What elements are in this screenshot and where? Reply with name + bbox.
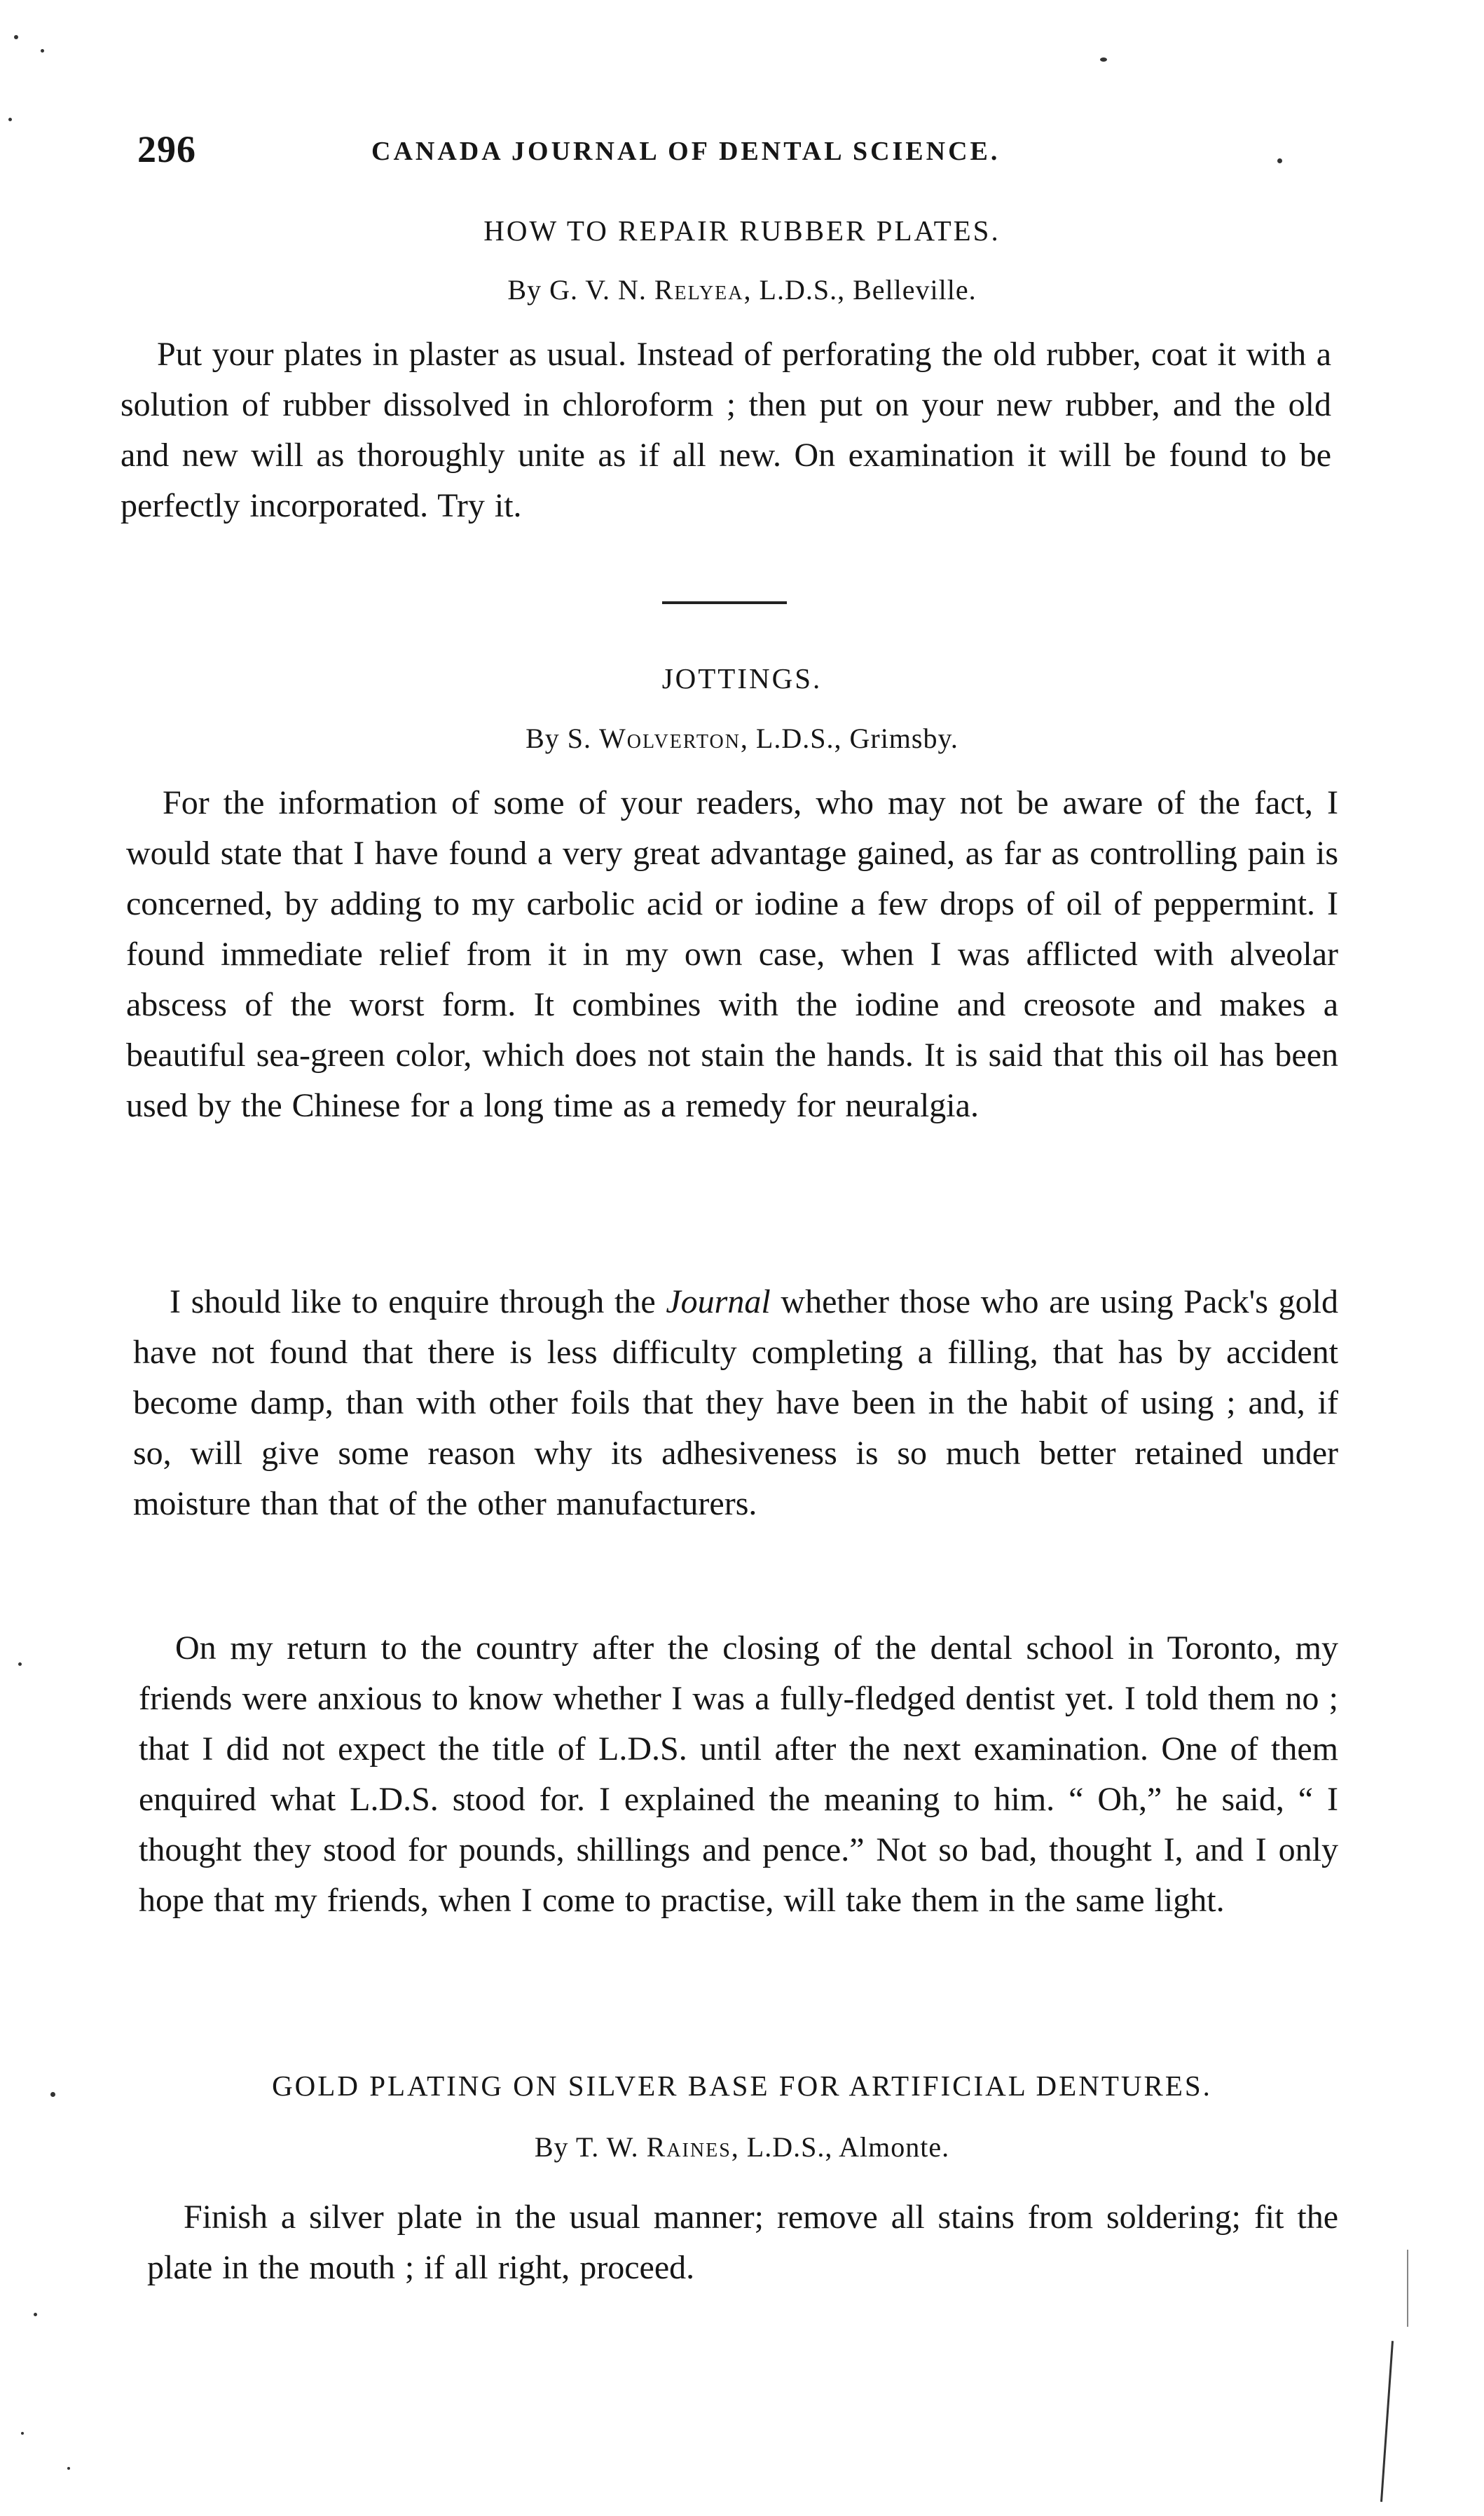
journal-title: CANADA JOURNAL OF DENTAL SCIENCE.	[371, 137, 1001, 166]
margin-mark	[1380, 2341, 1394, 2502]
author-name: Raines	[646, 2131, 731, 2163]
article-paragraph: Finish a silver plate in the usual manner; remove all stains from soldering; fit the plate in the mouth ; if all right, proceed.	[147, 2199, 1338, 2286]
article-paragraph: On my return to the country after the closing of the dental school in Toronto, my friends were anxious to know whether I was a fully-fledged dentist yet. I told them no ; that I did not expect the title of L.D.S. until after the next examination. One of them enquired what L.D.S. stood for. I explained the meaning to him. “ Oh,” he said, “ I thought they stood for pounds, shillings and pence.” Not so bad, thought I, and I only hope that my friends, when I come to practise, will take them in the same light.	[139, 1629, 1338, 1919]
running-head	[0, 128, 1484, 177]
article-title-gold-plating: GOLD PLATING ON SILVER BASE FOR ARTIFICIAL DENTURES.	[272, 2070, 1212, 2102]
article-title-rubber-plates: HOW TO REPAIR RUBBER PLATES.	[483, 214, 1001, 247]
journal-reference: Journal	[666, 1283, 771, 1320]
article-byline-rubber-plates: By G. V. N. Relyea, L.D.S., Belleville.	[507, 274, 977, 306]
scan-speck	[1100, 57, 1107, 62]
scan-speck	[41, 49, 44, 53]
margin-mark	[1407, 2250, 1408, 2327]
article-paragraph: I should like to enquire through the Journal whether those who are using Pack's gold have not found that there is less difficulty completing a filling, that has by accident become damp, than with other foils that they have been in the habit of using ; and, if so, will give some reason why its adhesiveness is so much better retained under moisture than that of the other manufacturers.	[133, 1283, 1338, 1522]
scan-speck	[34, 2313, 37, 2316]
article-paragraph: Put your plates in plaster as usual. Instead of perforating the old rubber, coat it with a solution of rubber dissolved in chloroform ; then put on your new rubber, and the old and new will as thoroughly unite as if all new. On examination it will be found to be perfectly incorporated. Try it.	[121, 336, 1331, 524]
page-number: 296	[137, 128, 196, 170]
scan-speck	[21, 2432, 24, 2435]
article-paragraph: For the information of some of your readers, who may not be aware of the fact, I would state that I have found a very great advantage gained, as far as controlling pain is concerned, by adding to my carbolic acid or iodine a few drops of oil of peppermint. I found immediate relief from it in my own case, when I was afflicted with alveolar abscess of the worst form. It combines with the iodine and creosote and makes a beautiful sea-green color, which does not stain the hands. It is said that this oil has been used by the Chinese for a long time as a remedy for neuralgia.	[126, 784, 1338, 1124]
author-name: Relyea	[654, 274, 744, 306]
article-byline-jottings: By S. Wolverton, L.D.S., Grimsby.	[525, 723, 959, 754]
scan-speck	[18, 1662, 22, 1666]
scan-speck	[14, 35, 18, 39]
scan-speck	[50, 2092, 55, 2097]
article-byline-gold-plating: By T. W. Raines, L.D.S., Almonte.	[534, 2131, 950, 2163]
author-name: Wolverton	[599, 723, 741, 754]
section-divider	[662, 601, 787, 604]
scan-speck	[8, 118, 12, 121]
scan-speck	[1277, 158, 1282, 163]
scan-speck	[67, 2467, 70, 2470]
article-title-jottings: JOTTINGS.	[661, 662, 823, 695]
